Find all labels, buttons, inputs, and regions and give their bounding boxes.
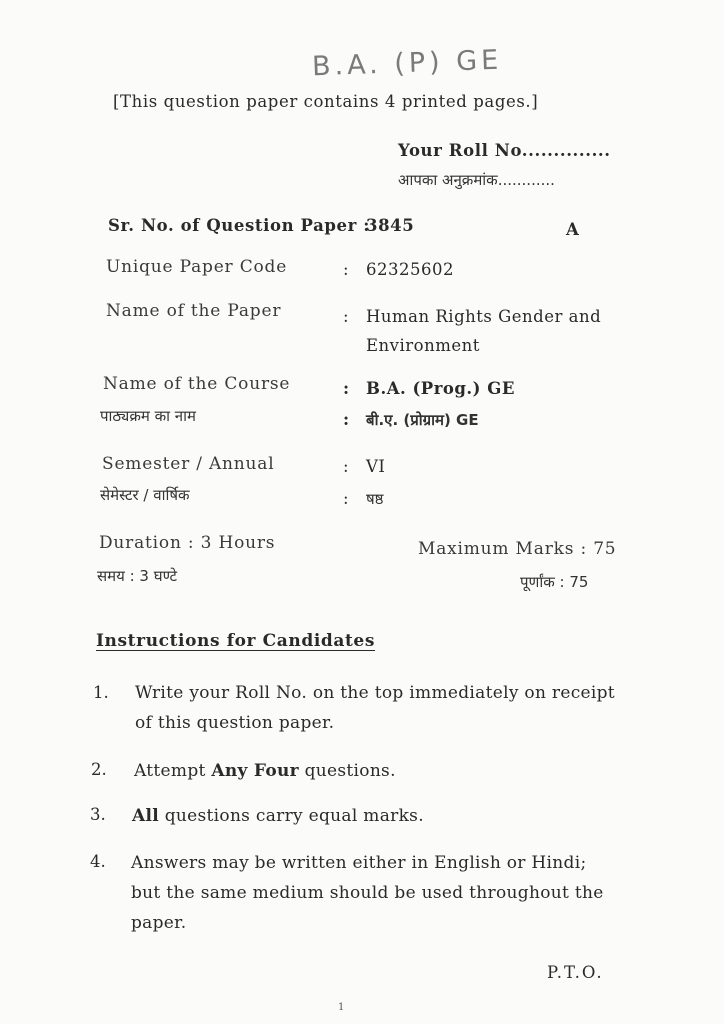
course-value-hindi: बी.ए. (प्रोग्राम) GE	[366, 411, 479, 429]
paper-name-colon: :	[343, 307, 350, 326]
semester-label: Semester / Annual	[102, 454, 275, 474]
instruction-item-4: Answers may be written either in English or Hindi; but the same medium should be used throughout the paper.	[131, 853, 604, 933]
paper-set: A	[566, 220, 580, 239]
max-marks-hindi: पूर्णांक : 75	[520, 573, 589, 591]
semester-value: VI	[366, 457, 386, 476]
instruction-item-3	[132, 801, 424, 831]
pto-note: P.T.O.	[547, 963, 604, 982]
instruction-text: Attempt	[134, 761, 212, 781]
instruction-number: 3.	[90, 805, 106, 824]
instruction-number: 1.	[93, 683, 109, 702]
instruction-item-1: Write your Roll No. on the top immediately on receipt of this question paper.	[135, 683, 615, 733]
instruction-emphasis: Any Four	[211, 761, 299, 781]
instruction-text: questions carry equal marks.	[159, 806, 424, 826]
duration-hindi: समय : 3 घण्टे	[97, 567, 178, 585]
instruction-item-2	[134, 756, 396, 786]
semester-colon: :	[343, 457, 350, 476]
course-value: B.A. (Prog.) GE	[366, 379, 515, 398]
roll-no-field: Your Roll No..............	[398, 141, 611, 160]
course-label-hindi: पाठ्यक्रम का नाम	[100, 407, 196, 425]
paper-name-line2: Environment	[366, 336, 480, 355]
instruction-text: questions.	[298, 761, 396, 781]
instructions-heading: Instructions for Candidates	[96, 631, 376, 651]
sr-no-value: 3845	[366, 216, 415, 235]
instruction-emphasis: All	[132, 806, 160, 826]
unique-code-colon: :	[343, 260, 350, 279]
duration: Duration : 3 Hours	[99, 533, 276, 553]
course-colon-hindi: :	[343, 410, 350, 429]
sr-no-label: Sr. No. of Question Paper :	[108, 216, 370, 235]
page-number: 1	[338, 1002, 345, 1013]
instruction-number: 2.	[91, 760, 107, 779]
handwritten-note: B.A. (P) GE	[311, 44, 503, 83]
course-colon: :	[343, 379, 350, 398]
course-label: Name of the Course	[103, 374, 291, 394]
unique-code-label: Unique Paper Code	[106, 257, 288, 277]
semester-label-hindi: सेमेस्टर / वार्षिक	[100, 486, 190, 504]
unique-code-value: 62325602	[366, 260, 454, 279]
max-marks: Maximum Marks : 75	[418, 539, 617, 559]
pages-note: [This question paper contains 4 printed pages.]	[113, 92, 539, 111]
paper-name-label: Name of the Paper	[106, 301, 282, 321]
semester-colon-hindi: :	[343, 489, 350, 508]
semester-value-hindi: षष्ठ	[366, 490, 384, 508]
paper-name-line1: Human Rights Gender and	[366, 307, 602, 326]
instruction-number: 4.	[90, 852, 106, 871]
roll-no-hindi: आपका अनुक्रमांक............	[398, 171, 555, 189]
